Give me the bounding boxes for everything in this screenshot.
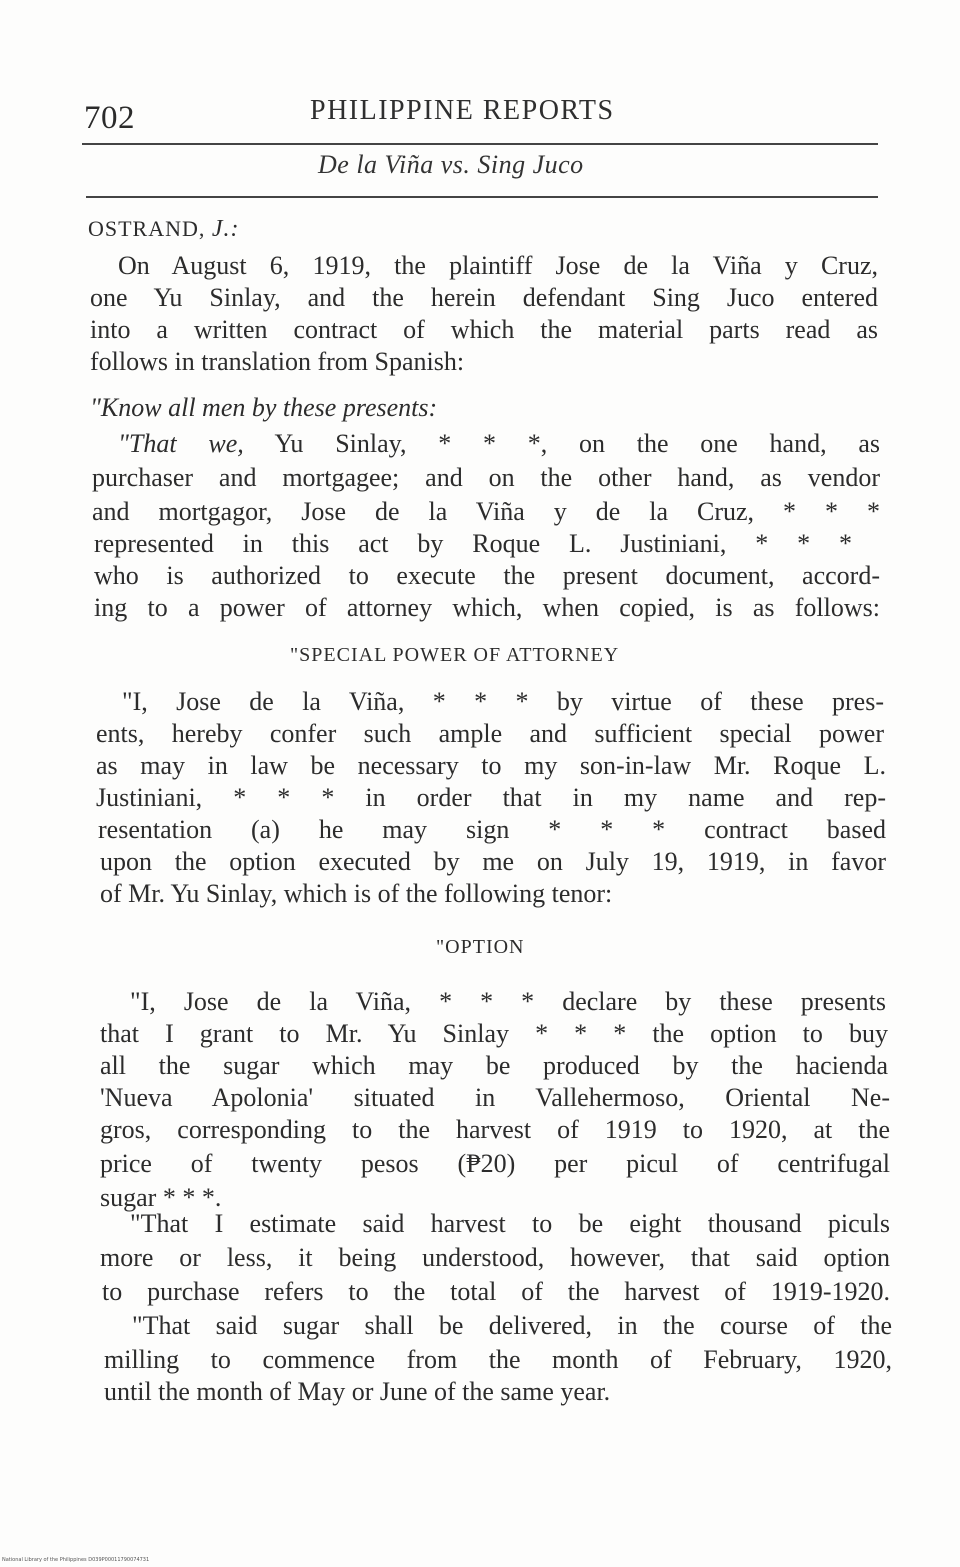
page-number: 702 xyxy=(84,100,135,136)
paragraph-line: "I, Jose de la Viña, * * * by virtue of these pres- xyxy=(122,687,884,716)
paragraph-line: ing to a power of attorney which, when copied, is as follows: xyxy=(94,593,880,622)
paragraph-line: "That I estimate said harvest to be eight thousand piculs xyxy=(130,1209,890,1238)
paragraph-line: 'Nueva Apolonia' situated in Vallehermoso, Oriental Ne- xyxy=(100,1083,890,1112)
paragraph-line: gros, corresponding to the harvest of 1919 to 1920, at the xyxy=(100,1115,890,1144)
recital-heading: "Know all men by these presents: xyxy=(90,393,438,422)
paragraph-line: who is authorized to execute the present document, accord- xyxy=(94,561,880,590)
paragraph-line: one Yu Sinlay, and the herein defendant Sing Juco entered xyxy=(90,283,878,312)
paragraph-line: that I grant to Mr. Yu Sinlay * * * the option to buy xyxy=(100,1019,888,1048)
author-name: OSTRAND, xyxy=(88,216,206,241)
paragraph-line: all the sugar which may be produced by the hacienda xyxy=(100,1051,888,1080)
section-heading: "OPTION xyxy=(436,936,525,958)
paragraph-line: Justiniani, * * * in order that in my name and rep- xyxy=(96,783,886,812)
paragraph-line: resentation (a) he may sign * * * contract based xyxy=(98,815,886,844)
paragraph-line: upon the option executed by me on July 19, 1919, in favor xyxy=(100,847,886,876)
paragraph-line: follows in translation from Spanish: xyxy=(90,347,465,376)
paragraph-line: milling to commence from the month of February, 1920, xyxy=(104,1345,892,1374)
paragraph-line: as may in law be necessary to my son-in-law Mr. Roque L. xyxy=(96,751,886,780)
paragraph-line: to purchase refers to the total of the harvest of 1919-1920. xyxy=(102,1277,890,1306)
line-rest: Yu Sinlay, * * *, on the one hand, as xyxy=(243,429,880,458)
section-heading: "SPECIAL POWER OF ATTORNEY xyxy=(290,644,620,666)
scan-footer: National Library of the Philippines D039P00011790074731 xyxy=(2,1557,150,1563)
paragraph-line: purchaser and mortgagee; and on the other hand, as vendor xyxy=(92,463,880,492)
paragraph-line: represented in this act by Roque L. Justiniani, * * * xyxy=(94,529,852,558)
paragraph-line: price of twenty pesos (₱20) per picul of centrifugal xyxy=(100,1149,890,1178)
paragraph-line: and mortgagor, Jose de la Viña y de la Cruz, * * * xyxy=(92,497,880,526)
case-title: De la Viña vs. Sing Juco xyxy=(318,150,584,179)
paragraph-line: ents, hereby confer such ample and sufficient special power xyxy=(96,719,884,748)
header-rule-bottom xyxy=(86,196,878,198)
author-suffix: J.: xyxy=(211,216,240,242)
paragraph-first-line xyxy=(118,428,880,460)
italic-lead: "That we, xyxy=(118,429,244,458)
paragraph-line: sugar * * *. xyxy=(100,1183,222,1212)
paragraph-line: "I, Jose de la Viña, * * * declare by these presents xyxy=(130,987,886,1016)
paragraph-line: On August 6, 1919, the plaintiff Jose de la Viña y Cruz, xyxy=(118,251,878,280)
paragraph-line: until the month of May or June of the same year. xyxy=(104,1377,611,1406)
paragraph-line: "That said sugar shall be delivered, in the course of the xyxy=(132,1311,892,1340)
paragraph-line: of Mr. Yu Sinlay, which is of the following tenor: xyxy=(100,879,613,908)
paragraph-line: more or less, it being understood, however, that said option xyxy=(100,1243,890,1272)
running-head: PHILIPPINE REPORTS xyxy=(310,95,615,126)
opinion-author xyxy=(88,216,240,243)
paragraph-line: into a written contract of which the material parts read as xyxy=(90,315,878,344)
header-rule-top xyxy=(82,143,878,145)
